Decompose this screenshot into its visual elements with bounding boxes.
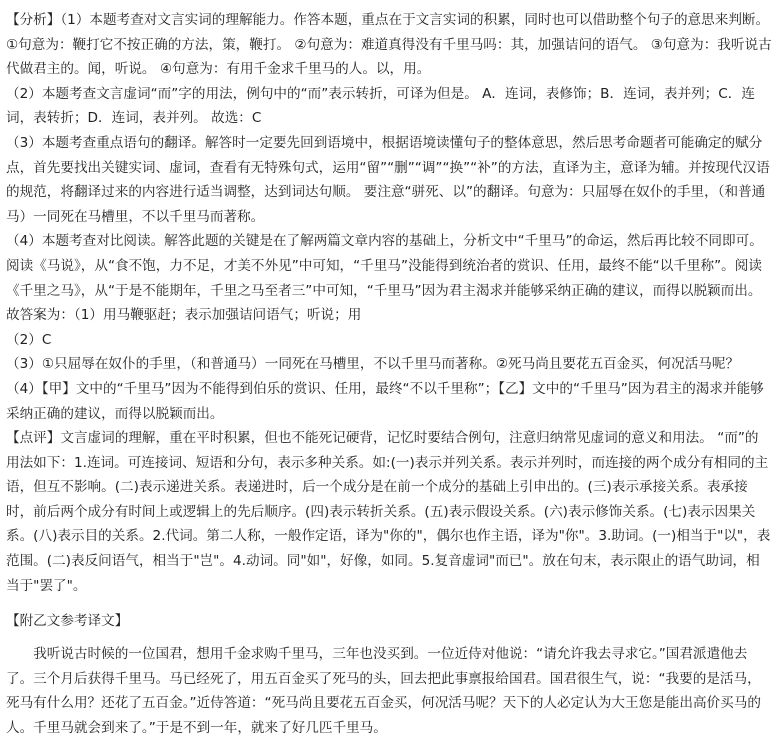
comment-paragraph: 【点评】文言虚词的理解，重在平时积累，但也不能死记硬背，记忆时要结合例句，注意归纳常见虚词的意义和用法。 “而”的用法如下：1.连词。可连接词、短语和分句，表示多种关系。如:(一)表示并列关系。表示并列时，而连接的两个成分有相同的主语，但互不影响。(二)表示递进关系。表递进时，后一个成分是在前一个成分的基础上引申出的。(三)表示承接关系。表承接时，前后两个成分有时间上或逻辑上的先后顺序。(四)表示转折关系。(五)表示假设关系。(六)表示修饰关系。(七)表示因果关系。(八)表示目的关系。2.代词。第二人称，一般作定语，译为"你的"，偶尔也作主语，译为"你"。3.助词。(一)相当于"以"，表范围。(二)表反问语气，相当于"岂"。4.动词。同"如"，好像，如同。5.复音虚词"而已"。放在句末，表示限止的语气助词，相当于"罢了"。 xyxy=(6,430,771,594)
analysis-part-1: 【分析】（1）本题考查对文言实词的理解能力。作答本题，重点在于文言实词的积累，同时也可以借助整个句子的意思来判断。 ①句意为：鞭打它不按正确的方法，策，鞭打。 ②句意为：难道真得没有千里马吗：其，加强诘问的语气。 ③句意为：我听说古代做君主的。闻，听说。 ④句意为：有用千金求千里马的人。以，用。 xyxy=(6,12,772,78)
analysis-part-3: （3）本题考查重点语句的翻译。解答时一定要先回到语境中，根据语境读懂句子的整体意思，然后思考命题者可能确定的赋分点，首先要找出关键实词、虚词，查看有无特殊句式，运用“留”“删”“调”“换”“补”的方法，直译为主，意译为辅。并按现代汉语的规范，将翻译过来的内容进行适当调整，达到词达句顺。 要注意“骈死、以”的翻译。句意为：只屈辱在奴仆的手里，（和普通马）一同死在马槽里，不以千里马而著称。 xyxy=(6,134,770,225)
answer-summary: 故答案为：（1）用马鞭驱赶；表示加强诘问语气；听说；用 xyxy=(6,307,362,324)
appendix-heading: 【附乙文参考译文】 xyxy=(6,613,129,630)
answer-3: （3）①只屈辱在奴仆的手里，（和普通马）一同死在马槽里，不以千里马而著称。②死马尚且要花五百金买，何况活马呢？ xyxy=(6,356,740,373)
answer-2: （2）C xyxy=(6,331,52,348)
answer-4: （4）【甲】文中的“千里马”因为不能得到伯乐的赏识、任用，最终“不以千里称”；【乙】文中的“千里马”因为君主的渴求并能够采纳正确的建议，而得以脱颖而出。 xyxy=(6,380,764,422)
appendix-translation: 我听说古时候的一位国君，想用千金求购千里马，三年也没买到。一位近侍对他说：“请允许我去寻求它。”国君派遣他去了。三个月后获得千里马。马已经死了，用五百金买了死马的头，回去把此事禀报给国君。国君很生气，说：“我要的是活马，死马有什么用？还花了五百金。”近侍答道：“死马尚且要花五百金买，何况活马呢？天下的人必定认为大王您是能出高价买马的人。千里马就会到来了。”于是不到一年，就来了好几匹千里马。 xyxy=(6,646,761,737)
analysis-part-4: （4）本题考查对比阅读。解答此题的关键是在了解两篇文章内容的基础上，分析文中“千里马”的命运，然后再比较不同即可。阅读《马说》，从“食不饱，力不足，才美不外见”中可知，“千里马”没能得到统治者的赏识、任用，最终不能“以千里称”。阅读《千里之马》，从“于是不能期年，千里之马至者三”中可知，“千里马”因为君主渴求并能够采纳正确的建议，而得以脱颖而出。 xyxy=(6,233,763,299)
analysis-part-2: （2）本题考查文言虚词“而”字的用法，例句中的“而”表示转折，可译为但是。 A．连词，表修饰；B．连词，表并列；C．连词，表转折；D．连词，表并列。 故选：C xyxy=(6,85,755,127)
section-spacer xyxy=(6,598,772,610)
